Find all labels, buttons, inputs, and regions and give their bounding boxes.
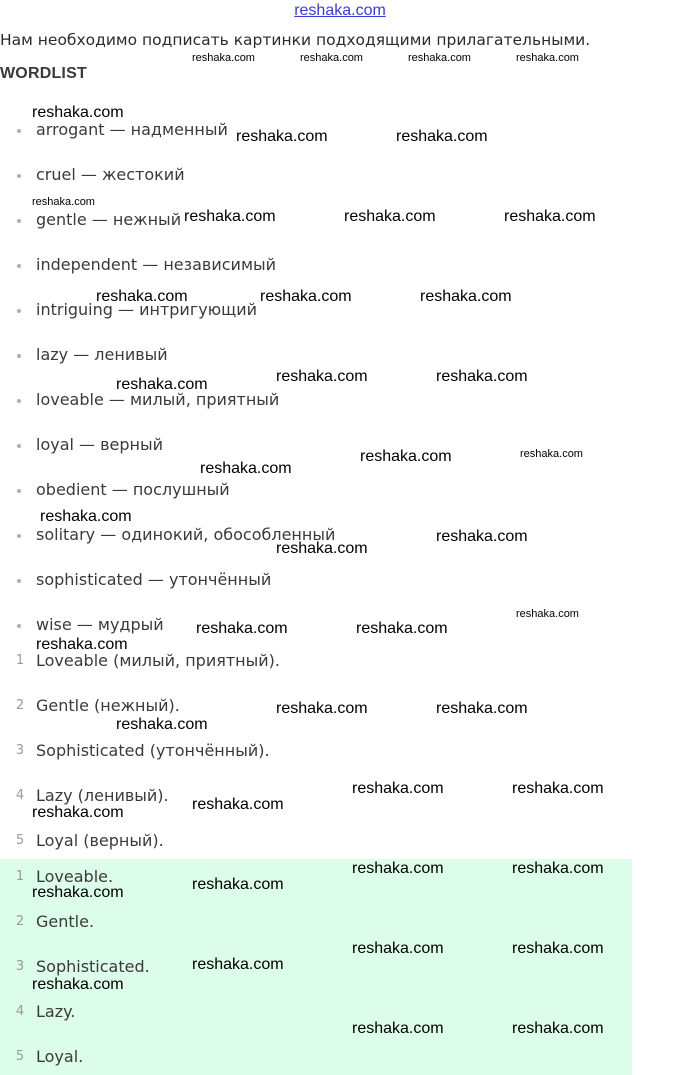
watermark: reshaka.com xyxy=(32,804,124,821)
answer-text: Sophisticated. xyxy=(36,957,150,976)
explanation-text: Lazy (ленивый). xyxy=(36,786,169,805)
watermark: reshaka.com xyxy=(200,460,292,477)
watermark: reshaka.com xyxy=(512,940,604,957)
row-number: 5 xyxy=(15,833,25,848)
watermark: reshaka.com xyxy=(344,208,436,225)
wordlist-entry: cruel — жестокий xyxy=(36,165,185,184)
watermark: reshaka.com xyxy=(276,540,368,557)
wordlist-entry: independent — независимый xyxy=(36,255,277,274)
watermark: reshaka.com xyxy=(116,716,208,733)
watermark: reshaka.com xyxy=(352,1020,444,1037)
watermark: reshaka.com xyxy=(32,884,124,901)
watermark: reshaka.com xyxy=(352,780,444,797)
watermark: reshaka.com xyxy=(40,508,132,525)
watermark: reshaka.com xyxy=(260,288,352,305)
watermark: reshaka.com xyxy=(512,860,604,877)
wordlist-entry: solitary — одинокий, обособленный xyxy=(36,525,336,544)
explanation-text: Loyal (верный). xyxy=(36,831,164,850)
wordlist-entry: loveable — милый, приятный xyxy=(36,390,280,409)
watermark: reshaka.com xyxy=(504,208,596,225)
watermark: reshaka.com xyxy=(184,208,276,225)
watermark: reshaka.com xyxy=(436,368,528,385)
bullet-icon xyxy=(17,264,21,268)
watermark: reshaka.com xyxy=(516,52,579,64)
watermark: reshaka.com xyxy=(96,288,188,305)
bullet-icon xyxy=(17,444,21,448)
bullet-icon xyxy=(17,309,21,313)
answer-text: Loyal. xyxy=(36,1047,84,1066)
row-number: 2 xyxy=(15,914,25,929)
bullet-icon xyxy=(17,534,21,538)
bullet-icon xyxy=(17,579,21,583)
row-number: 4 xyxy=(15,788,25,803)
row-number: 3 xyxy=(15,743,25,758)
bullet-icon xyxy=(17,624,21,628)
watermark: reshaka.com xyxy=(196,620,288,637)
watermark: reshaka.com xyxy=(192,876,284,893)
answer-text: Lazy. xyxy=(36,1002,76,1021)
watermark: reshaka.com xyxy=(32,976,124,993)
intro-text: Нам необходимо подписать картинки подходящими прилагательными. xyxy=(0,31,591,49)
watermark: reshaka.com xyxy=(352,940,444,957)
wordlist-entry: arrogant — надменный xyxy=(36,120,228,139)
row-number: 4 xyxy=(15,1004,25,1019)
row-number: 5 xyxy=(15,1049,25,1064)
watermark: reshaka.com xyxy=(36,636,128,653)
watermark: reshaka.com xyxy=(360,448,452,465)
wordlist-entry: loyal — верный xyxy=(36,435,164,454)
watermark: reshaka.com xyxy=(436,700,528,717)
wordlist-entry: sophisticated — утончённый xyxy=(36,570,272,589)
watermark: reshaka.com xyxy=(512,780,604,797)
watermark: reshaka.com xyxy=(192,796,284,813)
watermark: reshaka.com xyxy=(356,620,448,637)
watermark: reshaka.com xyxy=(192,956,284,973)
wordlist-heading: WORDLIST xyxy=(0,65,87,82)
wordlist-entry: lazy — ленивый xyxy=(36,345,168,364)
watermark: reshaka.com xyxy=(436,528,528,545)
watermark: reshaka.com xyxy=(300,52,363,64)
wordlist-entry: intriguing — интригующий xyxy=(36,300,258,319)
watermark: reshaka.com xyxy=(192,52,255,64)
answer-text: Gentle. xyxy=(36,912,95,931)
watermark: reshaka.com xyxy=(420,288,512,305)
wordlist-entry: wise — мудрый xyxy=(36,615,164,634)
bullet-icon xyxy=(17,399,21,403)
bullet-icon xyxy=(17,174,21,178)
watermark: reshaka.com xyxy=(512,1020,604,1037)
explanation-text: Sophisticated (утончённый). xyxy=(36,741,270,760)
bullet-icon xyxy=(17,354,21,358)
row-number: 1 xyxy=(15,653,25,668)
explanation-text: Gentle (нежный). xyxy=(36,696,180,715)
watermark: reshaka.com xyxy=(32,104,124,121)
bullet-icon xyxy=(17,489,21,493)
explanation-list xyxy=(0,649,680,859)
row-number: 2 xyxy=(15,698,25,713)
row-number: 3 xyxy=(15,959,25,974)
watermark: reshaka.com xyxy=(516,608,579,620)
watermark: reshaka.com xyxy=(520,448,583,460)
explanation-text: Loveable (милый, приятный). xyxy=(36,651,280,670)
wordlist-entry: obedient — послушный xyxy=(36,480,230,499)
bullet-icon xyxy=(17,219,21,223)
watermark: reshaka.com xyxy=(32,196,95,208)
answer-text: Loveable. xyxy=(36,867,114,886)
watermark: reshaka.com xyxy=(276,700,368,717)
row-number: 1 xyxy=(15,869,25,884)
wordlist-entry: gentle — нежный xyxy=(36,210,182,229)
watermark: reshaka.com xyxy=(236,128,328,145)
watermark: reshaka.com xyxy=(396,128,488,145)
site-link[interactable]: reshaka.com xyxy=(294,2,386,19)
watermark: reshaka.com xyxy=(276,368,368,385)
watermark: reshaka.com xyxy=(408,52,471,64)
watermark: reshaka.com xyxy=(352,860,444,877)
bullet-icon xyxy=(17,129,21,133)
watermark: reshaka.com xyxy=(116,376,208,393)
